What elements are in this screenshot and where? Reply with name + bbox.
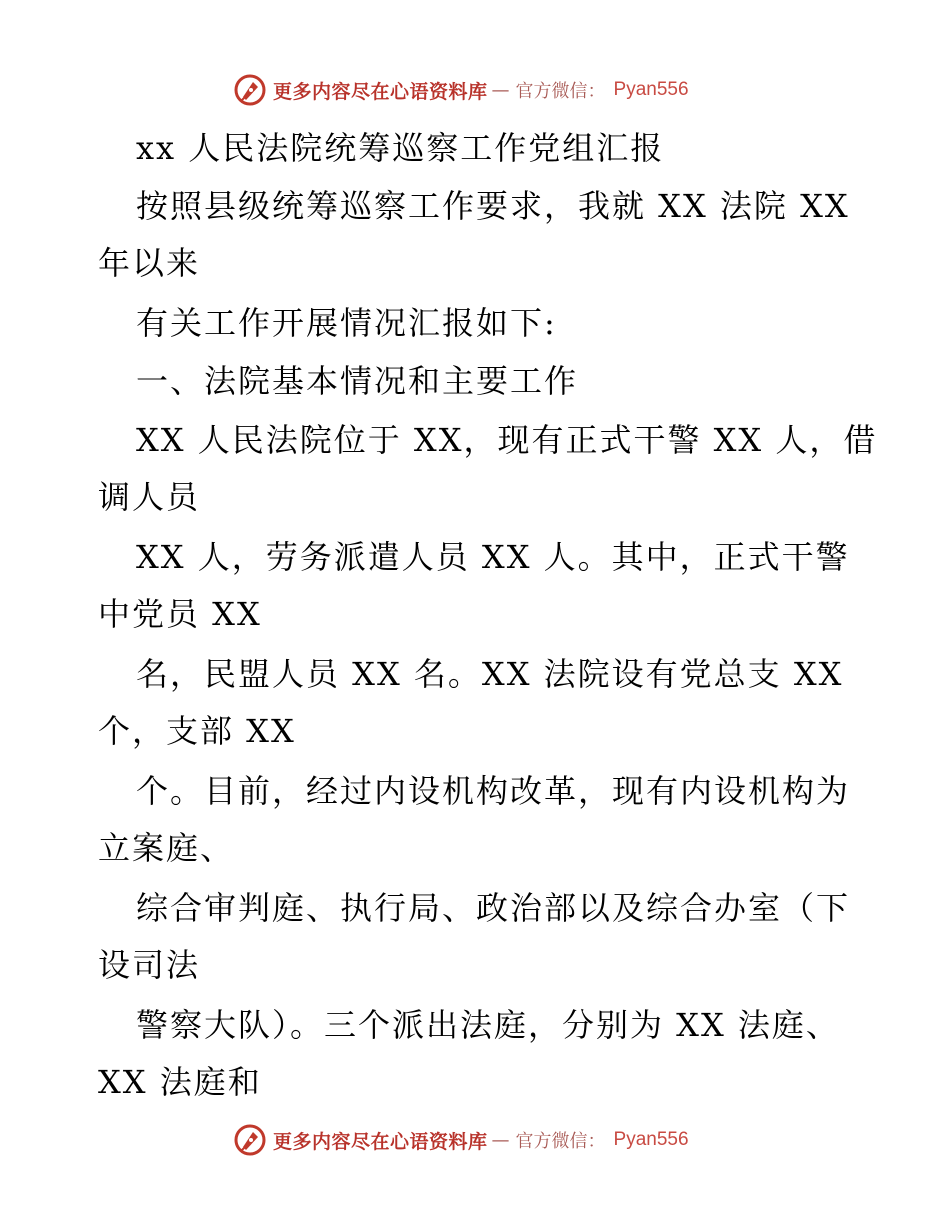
pen-nib-logo-icon (233, 73, 267, 107)
paragraph-line: XX 法庭和 (98, 1063, 262, 1101)
watermark-header (233, 72, 689, 108)
paragraph-line: 名，民盟人员 XX 名。XX 法院设有党总支 XX (136, 655, 844, 693)
section-heading: 一、法院基本情况和主要工作 (136, 362, 579, 400)
watermark-dash: — (491, 1129, 510, 1151)
watermark-wechat-id: Pyan556 (613, 79, 689, 100)
paragraph-line: 按照县级统筹巡察工作要求，我就 XX 法院 XX (136, 187, 850, 225)
paragraph-line: 立案庭、 (98, 829, 235, 867)
document-title: xx 人民法院统筹巡察工作党组汇报 (136, 129, 665, 167)
watermark-label: 官方微信： (515, 81, 606, 102)
paragraph-line: 有关工作开展情况汇报如下: (136, 304, 557, 342)
paragraph-line: 调人员 (98, 478, 201, 516)
pen-nib-logo-icon (233, 1123, 267, 1157)
paragraph-line: 设司法 (98, 946, 201, 984)
paragraph-line: 警察大队）。三个派出法庭，分别为 XX 法庭、 (136, 1006, 840, 1044)
watermark-text: 更多内容尽在心语资料库 (273, 1130, 488, 1153)
paragraph-line: 个，支部 XX (98, 712, 296, 750)
paragraph-line: XX 人，劳务派遣人员 XX 人。其中，正式干警 (136, 538, 850, 576)
paragraph-line: 年以来 (98, 244, 201, 282)
watermark-footer (233, 1122, 689, 1158)
paragraph-line: XX 人民法院位于 XX，现有正式干警 XX 人，借 (136, 421, 878, 459)
watermark-dash: — (491, 79, 510, 101)
paragraph-line: 中党员 XX (98, 595, 262, 633)
watermark-wechat-id: Pyan556 (613, 1129, 689, 1150)
paragraph-line: 综合审判庭、执行局、政治部以及综合办室（下 (136, 889, 851, 927)
watermark-text: 更多内容尽在心语资料库 (273, 80, 488, 103)
paragraph-line: 个。目前，经过内设机构改革，现有内设机构为 (136, 772, 851, 810)
watermark-label: 官方微信： (515, 1131, 606, 1152)
